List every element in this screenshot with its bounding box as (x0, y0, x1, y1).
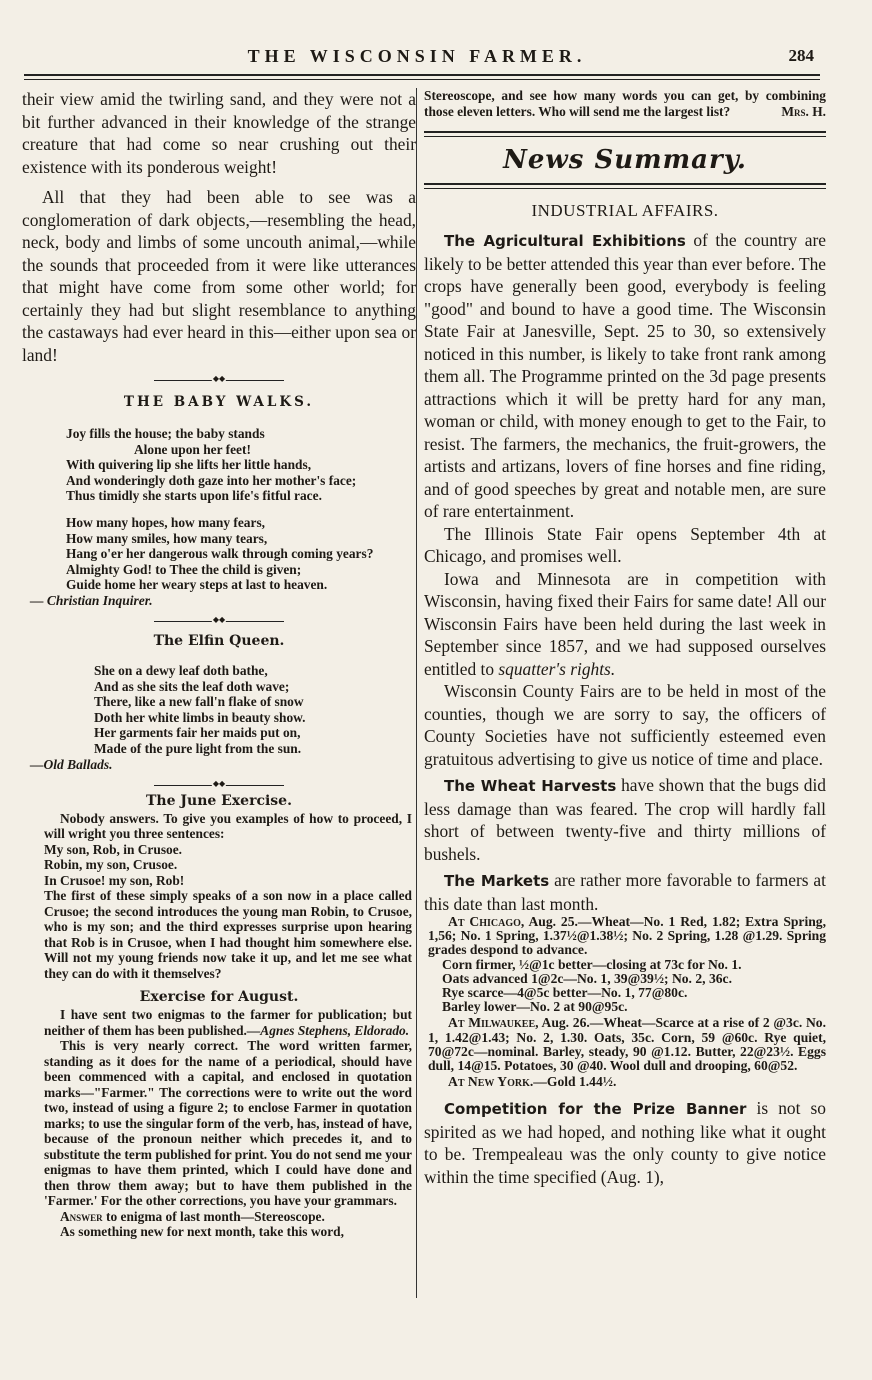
market-line: Oats advanced 1@2c—No. 1, 39@39½; No. 2, 36c. (442, 970, 732, 986)
august-exercise (22, 1005, 416, 1240)
story-paragraph: their view amid the twirling sand, and they were not a bit further advanced in their knowledge of the strange creature that had come so near crushing out their existence with its ponderous weight! (22, 89, 416, 177)
news-body (424, 229, 826, 915)
italic-phrase: squatter's rights. (498, 658, 616, 679)
market-text: , Aug. 26.—Wheat—Scarce at a rise of 2 @3c. No. 1, 1.42@1.43; No. 2, 1.30. Oats, 35c. Corn, 59 @60c. Rye quiet, 70@72c—nominal. Barley, steady, 90 @1.12. Butter, 22@23½. Eggs dull, 14@15. Potatoes, 30 @40. Wool dull and drooping, 60@52. (428, 1015, 826, 1074)
news-body (424, 1097, 826, 1188)
june-exercise (22, 809, 416, 982)
ornament-divider (154, 380, 284, 382)
section-title: Exercise for August. (139, 989, 299, 1005)
poem-title: The Elfin Queen. (153, 632, 285, 649)
poem-line: Almighty God! to Thee the child is given; (66, 561, 302, 577)
poem-line: Joy fills the house; the baby stands (66, 426, 265, 441)
left-column (22, 88, 416, 1240)
poem-line: Made of the pure light from the sun. (94, 740, 302, 756)
lead-in: The Markets (444, 872, 550, 890)
paragraph: of the country are likely to be better attended this year than ever before. The crops have generally been good, everybody is feeling "good" and bound to have a good time. The Wisconsin State Fair at Janesville, Sept. 25 to 30, so extensively noticed in this number, is likely to take front rank among them all. The Programme printed on the 3d page presents attractions which it will be pretty hard for any man, woman or child, with money enough to get to the Fair, to resist. The farmers, the mechanics, the fruit-growers, the artists and artizans, lovers of fine horses and fine riding, and of good speeches by great and notable men, are sure of rare entertainment. (424, 230, 826, 521)
paragraph: The first of these simply speaks of a son now in a place called Crusoe; the second introduces the young man Robin, to Crusoe, who is my son; and the third expresses surprise upon hearing that Rob is in Crusoe, when I had thought him somewhere else. Will not my young friends now take it up, and let me see what they can do with it themselves? (44, 888, 412, 981)
poem-line: She on a dewy leaf doth bathe, (94, 662, 268, 678)
page-number: 284 (788, 46, 814, 65)
poem-line: With quivering lip she lifts her little hands, (66, 457, 312, 473)
poem-stanza (22, 515, 416, 593)
paragraph: Nobody answers. To give you examples of how to proceed, I will wright you three sentences: (44, 810, 412, 841)
poem-line: There, like a new fall'n flake of snow (94, 694, 304, 710)
poem-line: Alone upon her feet! (134, 441, 251, 457)
paragraph: Wisconsin County Fairs are to be held in most of the counties, though we are sorry to say, the officers of County Societies have not sufficiently esteemed even gratuitous advertising to give us notice of time and place. (424, 681, 826, 769)
paragraph: The Illinois State Fair opens September 4th at Chicago, and promises well. (424, 523, 826, 566)
signature: —Agnes Stephens, Eldorado. (246, 1022, 410, 1038)
market-text: , Aug. 25.—Wheat—No. 1 Red, 1.82; Extra Spring, 1,56; No. 1 Spring, 1.37½@1.38½; No. 2 Spring, 1.28 @1.29. Spring grades despond to advance. (428, 914, 827, 958)
poem-stanza (22, 426, 416, 504)
poem-line: And wonderingly doth gaze into her mother's face; (66, 472, 357, 488)
story-paragraph: All that they had been able to see was a conglomeration of dark objects,—resembling the head, neck, body and limbs of some uncouth animal,—while the sounds that proceeded from it were like utterances that might have come from some other world; for certainly they had but slight resemblance to anything the castaways had ever heard in this—either upon sea or land! (22, 187, 416, 365)
ornament-divider (154, 785, 284, 787)
market-report (424, 915, 826, 1089)
example-line: In Crusoe! my son, Rob! (44, 872, 185, 888)
poem-line: Thus timidly she starts upon life's fitful race. (66, 488, 322, 504)
market-line: Rye scarce—4@5c better—No. 1, 77@80c. (442, 985, 688, 1001)
poem-line: Hang o'er her dangerous walk through coming years? (66, 546, 374, 562)
section-heading: INDUSTRIAL AFFAIRS. (531, 201, 719, 220)
market-label: At Chicago (448, 914, 521, 929)
page-header (20, 38, 814, 74)
header-rule (24, 74, 820, 76)
poem-line: How many hopes, how many fears, (66, 514, 266, 530)
lead-in: The Wheat Harvests (444, 777, 617, 795)
answer-label: Answer (60, 1208, 103, 1224)
poem-attribution: — Christian Inquirer. (30, 592, 153, 608)
news-summary-title: News Summary. (503, 145, 747, 175)
puzzle-end (424, 88, 826, 119)
paragraph: have shown that the bugs did less damage than was feared. The crop will hardly fall short of between twenty-five and thirty millions of bushels. (424, 775, 826, 864)
poem-stanza (22, 663, 416, 757)
lead-in: Competition for the Prize Banner (444, 1100, 747, 1119)
poem-line: And as she sits the leaf doth wave; (94, 678, 290, 694)
story-continuation (22, 88, 416, 366)
paragraph: Iowa and Minnesota are in competition with Wisconsin, having fixed their Fairs for same date! All our Wisconsin Fairs have been held during the last week in September since 1857, and we had supposed ourselves entitled to (424, 568, 826, 679)
paragraph: As something new for next month, take this word, (60, 1224, 344, 1239)
answer-text: to enigma of last month—Stereoscope. (102, 1208, 325, 1224)
lead-in: The Agricultural Exhibitions (444, 232, 686, 250)
market-text: .—Gold 1.44½. (529, 1074, 617, 1090)
market-line: Corn firmer, ½@1c better—closing at 73c for No. 1. (442, 956, 742, 972)
column-separator (416, 88, 417, 1298)
poem-line: How many smiles, how many tears, (66, 530, 268, 546)
paragraph: I have sent two enigmas to the farmer for publication; but neither of them has been published. (44, 1007, 412, 1038)
signature: Mrs. H. (781, 103, 826, 119)
section-title: The June Exercise. (146, 792, 292, 809)
paragraph: This is very nearly correct. The word written farmer, standing as it does for the name of a periodical, should have been commenced with a capital, and enclosed in quotation marks—"Farmer." The corrections were to write out the word two, instead of using a figure 2; to enclose Farmer in quotation marks; to use the singular form of the verb, has, instead of have, because of the pronoun neither which precedes it, and to substitute the term published for print. You do not send me your enigmas to have them printed, which I could have done and then throw them away; but to have them published in the 'Farmer.' For the other corrections, you have your grammars. (44, 1038, 412, 1208)
paragraph: Stereoscope, and see how many words you can get, by combining those eleven letters. Who will send me the largest list? (424, 88, 826, 119)
market-line: Barley lower—No. 2 at 90@95c. (442, 999, 628, 1015)
poem-line: Guide home her weary steps at last to heaven. (66, 577, 328, 593)
header-rule-thin (24, 79, 820, 80)
paragraph: is not so spirited as we had hoped, and nothing like what it ought to be. Trempealeau was the only county to give notice within the time specified (Aug. 1), (424, 1098, 826, 1187)
poem-line: Doth her white limbs in beauty show. (94, 709, 306, 725)
market-label: At Milwaukee (448, 1015, 536, 1031)
poem-title: THE BABY WALKS. (123, 394, 315, 410)
example-line: Robin, my son, Crusoe. (44, 857, 178, 872)
paragraph: are rather more favorable to farmers at this date than last month. (424, 870, 826, 914)
ornament-divider (154, 621, 284, 623)
market-label: At New York (448, 1074, 530, 1090)
example-line: My son, Rob, in Crusoe. (44, 841, 183, 857)
right-column (424, 88, 826, 1188)
masthead-title: THE WISCONSIN FARMER. (247, 46, 587, 66)
poem-attribution: —Old Ballads. (30, 756, 113, 772)
poem-line: Her garments fair her maids put on, (94, 725, 301, 741)
